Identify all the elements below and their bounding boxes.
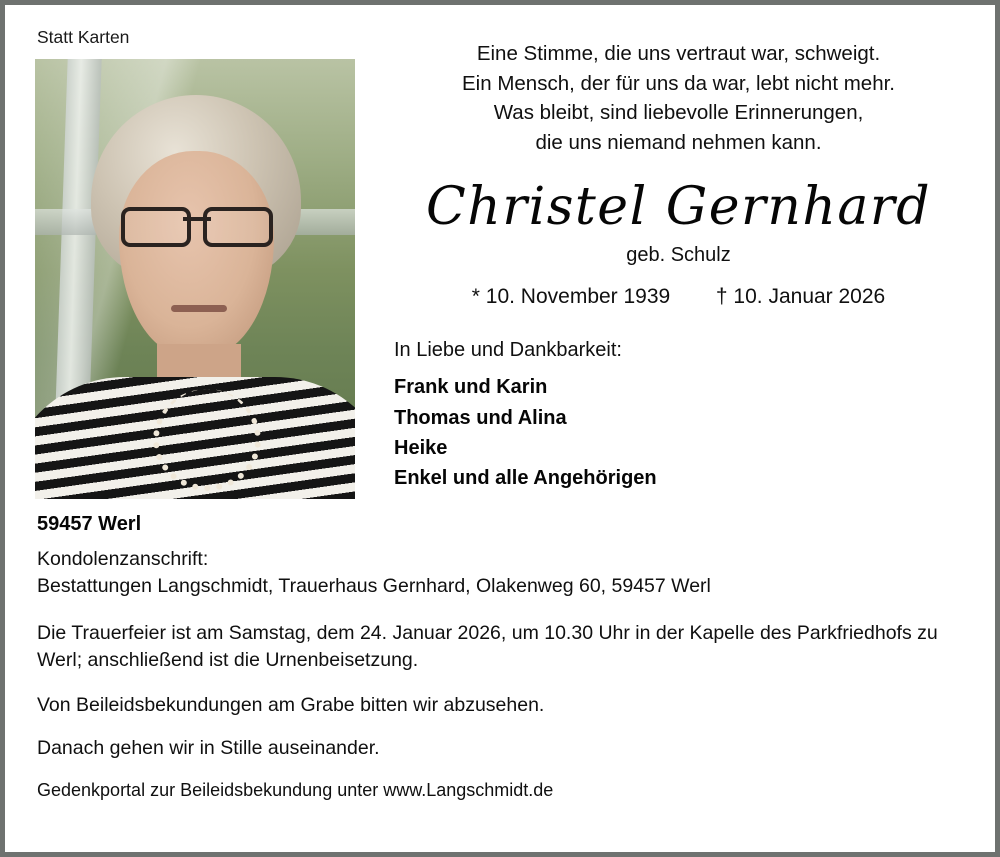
notice-left-column xyxy=(35,27,360,499)
city-line: 59457 Werl xyxy=(37,513,142,535)
memorial-verse xyxy=(392,39,965,157)
mourner-line-3: Heike xyxy=(394,437,448,460)
verse-line-4: die uns niemand nehmen kann. xyxy=(535,130,822,154)
statt-karten-label: Statt Karten xyxy=(37,27,130,47)
verse-line-1: Eine Stimme, die uns vertraut war, schweigt. xyxy=(476,42,881,65)
deceased-name: Christel Gernhard xyxy=(425,177,932,238)
note-no-condolences-at-grave: Von Beileidsbekundungen am Grabe bitten wir abzusehen. xyxy=(37,693,545,716)
portrait-mouth xyxy=(171,305,227,312)
condolence-label: Kondolenzanschrift: xyxy=(37,548,209,570)
mourner-line-1: Frank und Karin xyxy=(394,376,548,399)
mourner-line-4: Enkel und alle Angehörigen xyxy=(394,467,657,490)
mourner-line-2: Thomas und Alina xyxy=(394,406,567,429)
note-silent-departure: Danach gehen wir in Stille auseinander. xyxy=(37,736,380,759)
ceremony-details: Die Trauerfeier ist am Samstag, dem 24. Januar 2026, um 10.30 Uhr in der Kapelle des Parkfriedhofs zu Werl; anschließend ist die Urnenbeisetzung. xyxy=(37,622,938,671)
birth-date: * 10. November 1939 xyxy=(471,285,671,309)
verse-line-2: Ein Mensch, der für uns da war, lebt nicht mehr. xyxy=(462,71,895,95)
verse-line-3: Was bleibt, sind liebevolle Erinnerungen, xyxy=(493,101,864,125)
mourners-list xyxy=(394,372,965,494)
glasses-icon xyxy=(121,207,273,241)
memorial-portal-line: Gedenkportal zur Beileidsbekundung unter www.Langschmidt.de xyxy=(37,779,554,800)
life-dates xyxy=(392,285,965,309)
in-love-label: In Liebe und Dankbarkeit: xyxy=(394,339,622,362)
maiden-name: geb. Schulz xyxy=(626,244,731,267)
portrait-face xyxy=(119,151,274,356)
death-date: † 10. Januar 2026 xyxy=(715,285,886,309)
notice-bottom-section xyxy=(35,513,965,801)
condolence-address: Bestattungen Langschmidt, Trauerhaus Gernhard, Olakenweg 60, 59457 Werl xyxy=(37,575,711,597)
notice-top-section xyxy=(35,27,965,499)
portrait-photo xyxy=(35,59,355,499)
pearl-necklace xyxy=(153,389,261,491)
notice-right-column xyxy=(360,27,965,494)
glasses-bridge xyxy=(183,217,211,221)
